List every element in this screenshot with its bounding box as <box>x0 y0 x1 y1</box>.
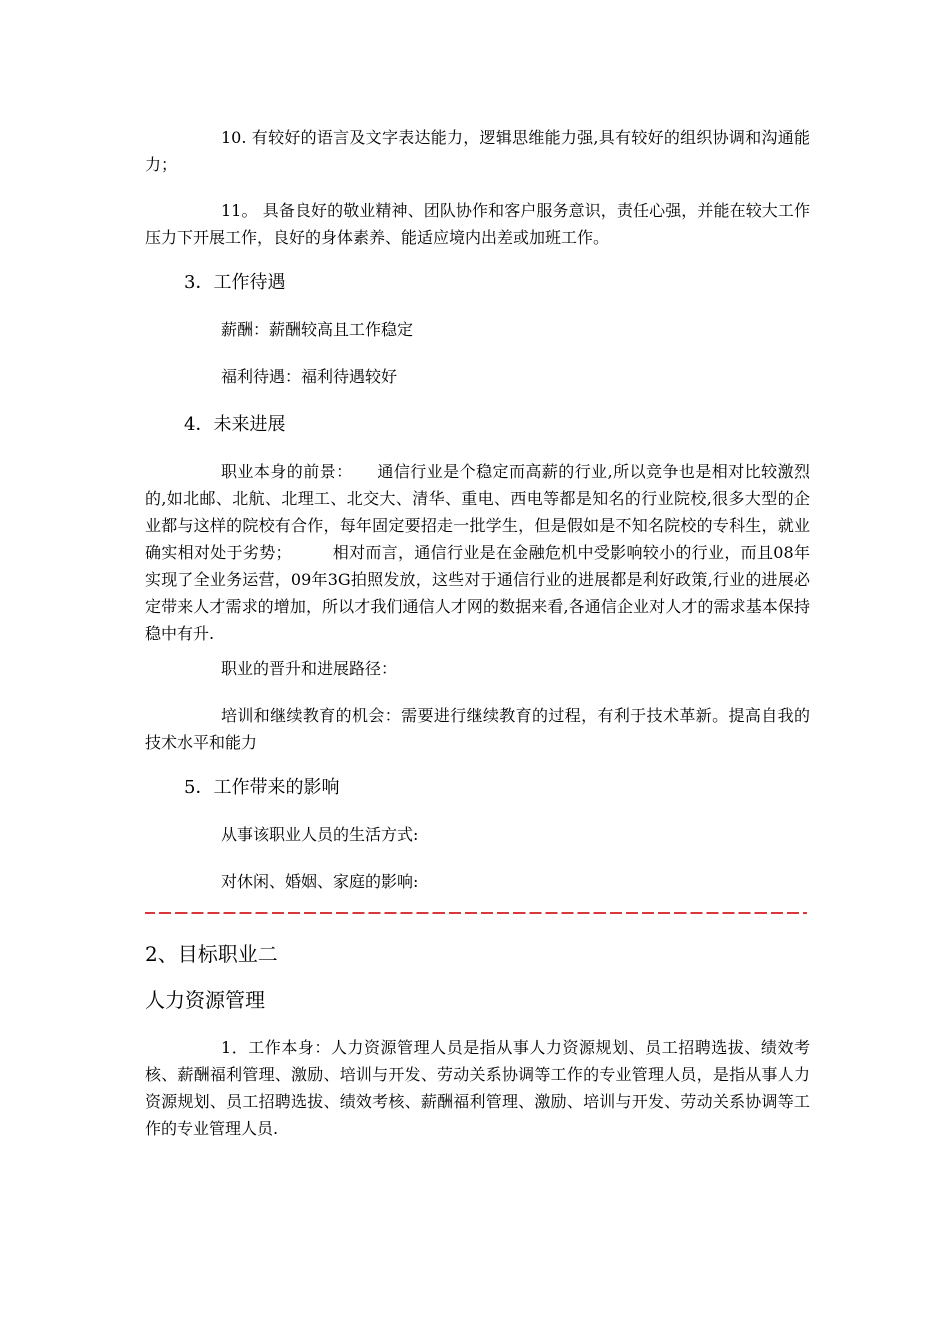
salary-line: 薪酬：薪酬较高且工作稳定 <box>221 320 414 339</box>
section-5-heading: 5．工作带来的影响 <box>184 777 340 798</box>
welfare-line: 福利待遇：福利待遇较好 <box>221 367 398 386</box>
requirement-item-10: 10. 有较好的语言及文字表达能力，逻辑思维能力强,具有较好的组织协调和沟通能力； <box>145 128 810 174</box>
lifestyle-line: 从事该职业人员的生活方式: <box>221 825 419 844</box>
hr-job-description-paragraph: 1．工作本身：人力资源管理人员是指从事人力资源规划、员工招聘选拔、绩效考核、薪酬福利管理、激励、培训与开发、劳动关系协调等工作的专业管理人员，是指从事人力资源规划、员工招聘选拔、绩效考核、薪酬福利管理、激励、培训与开发、劳动关系协调等工作的专业管理人员. <box>145 1038 810 1138</box>
section-divider <box>145 912 807 914</box>
career-prospect-paragraph: 职业本身的前景： 通信行业是个稳定而高薪的行业,所以竞争也是相对比较激烈的,如北邮、北航、北理工、北交大、清华、重电、西电等都是知名的行业院校,很多大型的企业都与这样的院校有合作，每年固定要招走一批学生，但是假如是不知名院校的专科生，就业确实相对处于劣势； 相对而言，通信行业是在金融危机中受影响较小的行业，而且08年实现了全业务运营，09年3G拍照发放，这些对于通信行业的进展都是利好政策,行业的进展必定带来人才需求的增加，所以才我们通信人才网的数据来看,各通信企业对人才的需求基本保持稳中有升. <box>145 462 810 643</box>
section-4-heading: 4．未来进展 <box>184 414 286 435</box>
requirement-item-11: 11。 具备良好的敬业精神、团队协作和客户服务意识，责任心强，并能在较大工作压力下开展工作，良好的身体素养、能适应境内出差或加班工作。 <box>145 201 810 247</box>
leisure-line: 对休闲、婚姻、家庭的影响: <box>221 872 419 891</box>
hr-management-heading: 人力资源管理 <box>145 988 265 1012</box>
target-career-2-heading: 2、目标职业二 <box>145 942 278 966</box>
section-3-heading: 3．工作待遇 <box>184 272 286 293</box>
promotion-path-line: 职业的晋升和进展路径： <box>221 659 398 678</box>
training-paragraph: 培训和继续教育的机会：需要进行继续教育的过程，有利于技术革新。提高自我的技术水平和能力 <box>145 706 810 752</box>
